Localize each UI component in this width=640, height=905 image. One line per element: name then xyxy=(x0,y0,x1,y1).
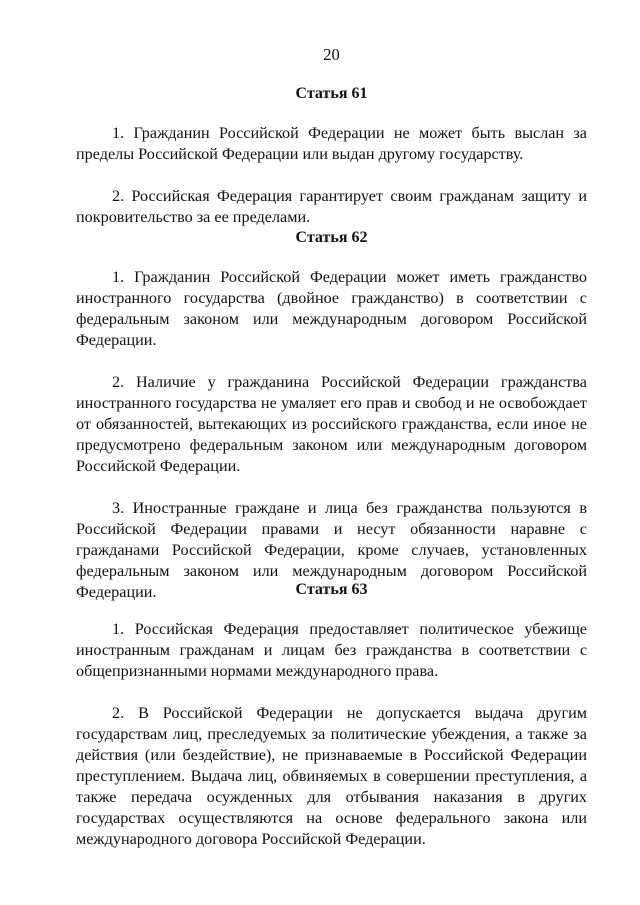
paragraph: 2. В Российской Федерации не допускается выдача другим государствам лиц, преследуемых за политические убеждения, а также за действия (или бездействие), не признаваемые в Российской Федерации преступлением. Выдача лиц, обвиняемых в совершении преступления, а также передача осужденных для отбывания наказания в других государствах осуществляются на основе федерального закона или международного договора Российской Федерации. xyxy=(76,704,587,848)
article-61 xyxy=(76,84,587,228)
paragraph: 3. Иностранные граждане и лица без гражданства пользуются в Российской Федерации правами и несут обязанности наравне с гражданами Российской Федерации, кроме случаев, установленных федеральным законом или международным договором Российской Федерации. xyxy=(76,499,587,601)
paragraph: 2. Наличие у гражданина Российской Федерации гражданства иностранного государства не умаляет его прав и свобод и не освобождает от обязанностей, вытекающих из российского гражданства, если иное не предусмотрено федеральным законом или международным договором Российской Федерации. xyxy=(76,373,587,475)
article-62 xyxy=(76,228,587,603)
article-title: Статья 62 xyxy=(295,229,368,246)
paragraph: 1. Гражданин Российской Федерации может иметь гражданство иностранного государства (двойное гражданство) в соответствии с федеральным законом или международным договором Российской Федерации. xyxy=(76,268,587,349)
page-number: 20 xyxy=(323,45,340,64)
document-page xyxy=(76,0,587,905)
paragraph: 1. Российская Федерация предоставляет политическое убежище иностранным гражданам и лицам без гражданства в соответствии с общепризнанными нормами международного права. xyxy=(76,620,587,680)
paragraph: 2. Российская Федерация гарантирует своим гражданам защиту и покровительство за ее пределами. xyxy=(76,187,587,226)
article-title: Статья 63 xyxy=(295,581,368,598)
article-63 xyxy=(76,580,587,850)
paragraph: 1. Гражданин Российской Федерации не может быть выслан за пределы Российской Федерации или выдан другому государству. xyxy=(76,124,587,163)
article-title: Статья 61 xyxy=(295,85,368,102)
